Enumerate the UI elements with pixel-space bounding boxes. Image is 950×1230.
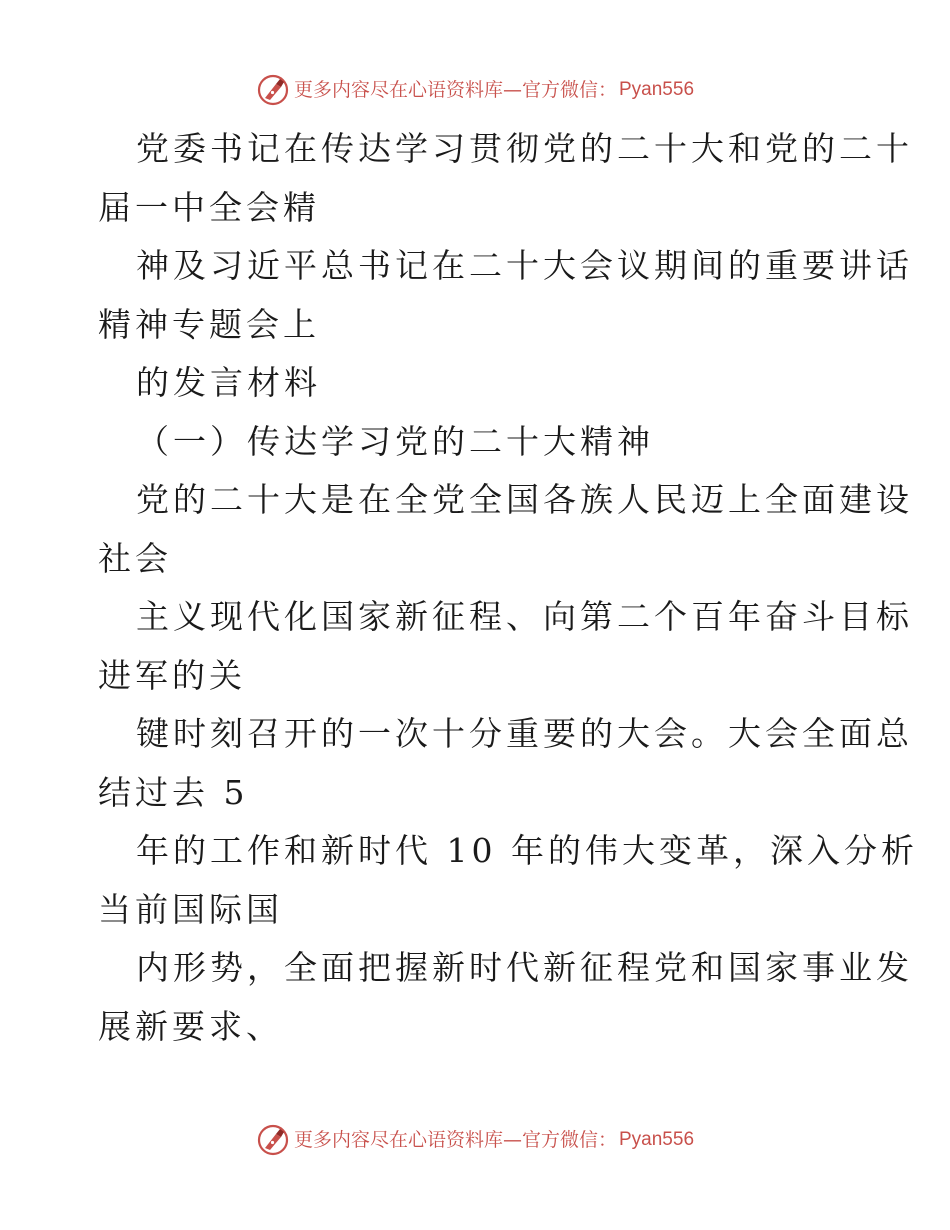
document-body [98,120,918,1056]
wechat-label: 官方微信： [521,79,617,101]
wechat-label: 官方微信： [521,1129,617,1151]
text-line: 展新要求、 [98,1006,283,1046]
site-name: 更多内容尽在心语资料库 [293,1129,503,1151]
text-line: 年的工作和新时代 10 年的伟大变革，深入分析 [136,831,918,870]
text-line: 进军的关 [98,655,246,695]
separator: — [502,1129,522,1151]
section-heading: （一）传达学习党的二十大精神 [136,421,654,461]
wechat-id: Pyan556 [619,1129,695,1150]
separator: — [502,79,522,101]
pen-nib-logo-icon [256,1123,290,1157]
footer-watermark-banner [0,1120,950,1160]
text-line: 主义现代化国家新征程、向第二个百年奋斗目标 [136,597,913,636]
text-line: 结过去 5 [98,772,249,812]
text-line: 社会 [98,538,172,578]
text-line: 的发言材料 [136,363,321,402]
text-line: 届一中全会精 [98,187,320,227]
pen-nib-logo-icon [256,73,290,107]
text-line: 键时刻召开的一次十分重要的大会。大会全面总 [136,714,913,753]
header-watermark-banner [0,70,950,110]
text-line: 党委书记在传达学习贯彻党的二十大和党的二十 [136,129,913,168]
text-line: 精神专题会上 [98,304,320,344]
text-line: 当前国际国 [98,889,283,929]
wechat-id: Pyan556 [619,79,695,100]
text-line: 内形势，全面把握新时代新征程党和国家事业发 [136,948,913,987]
text-line: 神及习近平总书记在二十大会议期间的重要讲话 [136,246,913,285]
site-name: 更多内容尽在心语资料库 [293,79,503,101]
text-line: 党的二十大是在全党全国各族人民迈上全面建设 [136,480,913,519]
